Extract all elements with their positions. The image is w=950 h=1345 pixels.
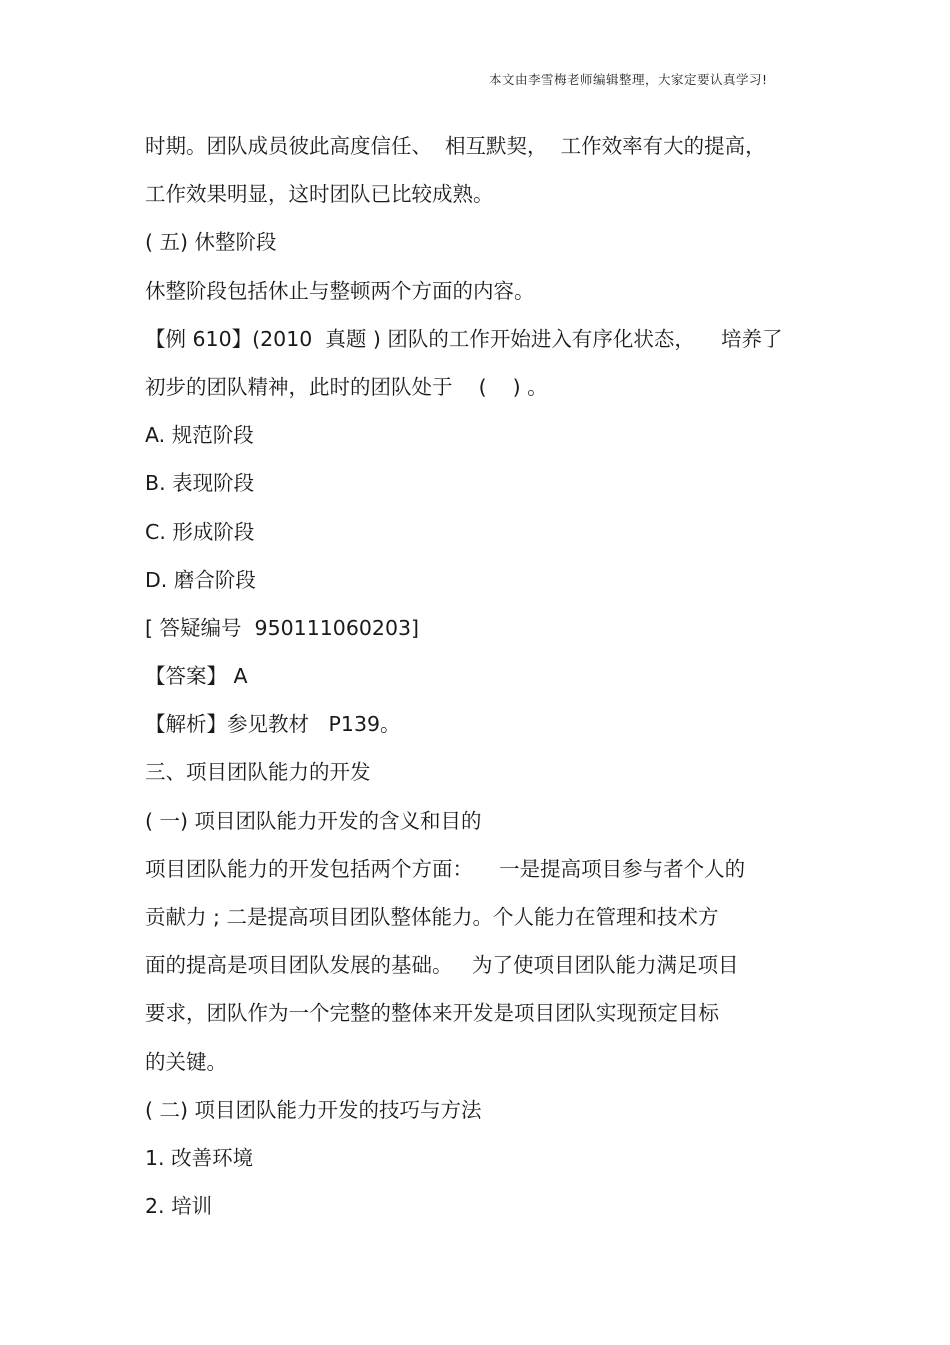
document-body (145, 128, 825, 1236)
text-line: 要求，团队作为一个完整的整体来开发是项目团队实现预定目标 (145, 1001, 719, 1026)
text-line: 面的提高是项目团队发展的基础。 为了使项目团队能力满足项目 (145, 953, 739, 978)
subsection-heading: ( 二) 项目团队能力开发的技巧与方法 (145, 1097, 482, 1122)
option-d: D. 磨合阶段 (145, 567, 256, 592)
text-line: 时期。团队成员彼此高度信任、 相互默契， 工作效率有大的提高， (145, 134, 766, 158)
example-question: 【例 610】(2010 真题 ) 团队的工作开始进入有序化状态， 培养了 (145, 326, 783, 351)
section-heading: ( 五) 休整阶段 (145, 230, 277, 255)
header-note: 本文由李雪梅老师编辑整理，大家定要认真学习! (489, 72, 768, 87)
option-b: B. 表现阶段 (145, 471, 255, 496)
answer: 【答案】 A (145, 664, 248, 689)
list-item: 2. 培训 (145, 1194, 213, 1219)
question-id: [ 答疑编号 950111060203] (145, 615, 420, 640)
subsection-heading: ( 一) 项目团队能力开发的含义和目的 (145, 808, 482, 833)
example-question: 初步的团队精神，此时的团队处于 ( ) 。 (145, 374, 548, 399)
text-line: 项目团队能力的开发包括两个方面： 一是提高项目参与者个人的 (145, 856, 746, 881)
list-item: 1. 改善环境 (145, 1145, 254, 1170)
section-heading: 三、项目团队能力的开发 (145, 760, 371, 785)
text-line: 的关键。 (145, 1049, 227, 1074)
option-c: C. 形成阶段 (145, 519, 255, 544)
option-a: A. 规范阶段 (145, 423, 254, 448)
text-line: 工作效果明显，这时团队已比较成熟。 (145, 182, 494, 207)
explanation: 【解析】参见教材 P139。 (145, 712, 401, 737)
text-line: 休整阶段包括休止与整顿两个方面的内容。 (145, 278, 535, 303)
text-line: 贡献力 ; 二是提高项目团队整体能力。个人能力在管理和技术方 (145, 905, 719, 929)
